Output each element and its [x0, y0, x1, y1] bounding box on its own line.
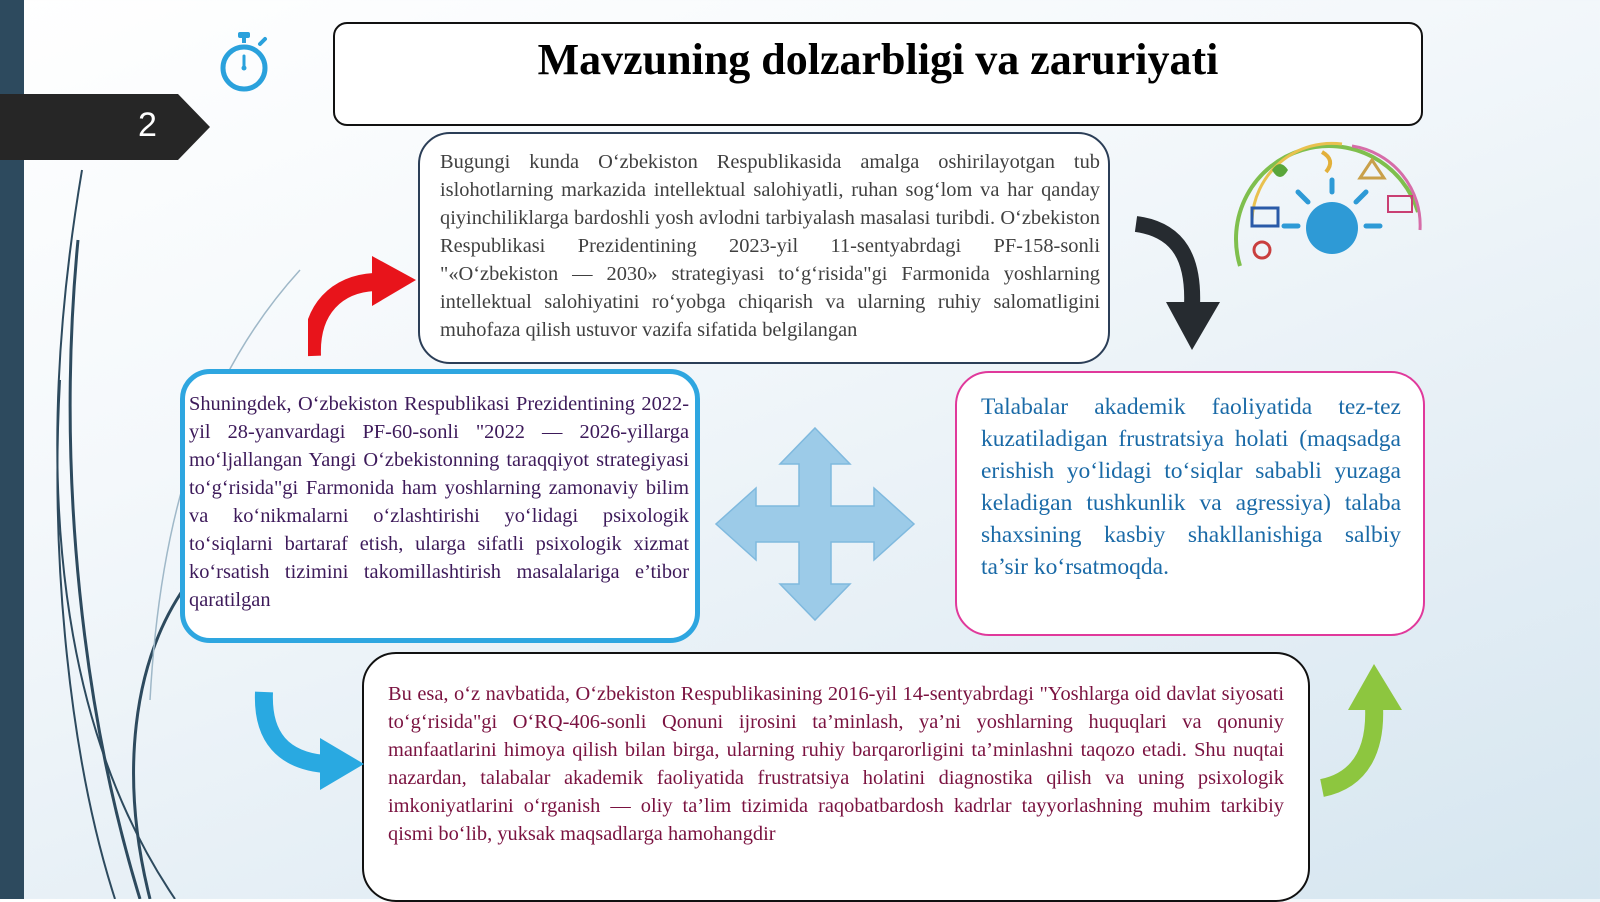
text-box-bottom — [362, 652, 1310, 902]
right-paragraph: Talabalar akademik faoliyatida tez-tez kuzatiladigan frustratsiya holati (maqsadga erishish yo‘lidagi to‘siqlar sababli yuzaga keladigan tushkunlik va agressiya) talaba shaxsining kasbiy shakllanishiga salbiy ta’sir ko‘rsatmoqda. — [981, 394, 1401, 580]
slide-number-badge — [0, 94, 210, 160]
dark-curved-arrow-icon — [1130, 216, 1230, 352]
slide-number: 2 — [138, 106, 157, 144]
four-way-arrow-icon — [714, 426, 916, 622]
text-box-left — [180, 369, 700, 643]
bottom-paragraph: Bu esa, o‘z navbatida, O‘zbekiston Respublikasining 2016-yil 14-sentyabrdagi "Yoshlarga oid davlat siyosati to‘g‘risida"gi O‘RQ-406-sonli Qonuni ijrosini ta’minlash, ya’ni yoshlarning huquqlari va qonuniy manfaatlarini himoya qilish bilan birga, ularning ruhiy barqarorligini ta’minlashni taqozo etadi. Shu nuqtai nazardan, talabalar akademik faoliyatida frustratsiya holatini diagnostika qilish va uning psixologik imkoniyatlarini o‘rganish — oliy ta’lim tizimida raqobatbardosh kadrlar tayyorlashning muhim tarkibiy qismi bo‘lib, yuksak maqsadlarga hamohangdir — [388, 683, 1284, 845]
top-paragraph: Bugungi kunda O‘zbekiston Respublikasida amalga oshirilayotgan tub islohotlarning markazida intellektual salohiyatli, ruhan sog‘lom va har qanday qiyinchiliklarga bardoshli yosh avlodni tarbiyalash masalasi turibdi. O‘zbekiston Respublikasi Prezidentining 2023-yil 11-sentyabrdagi PF-158-sonli "«O‘zbekiston — 2030» strategiyasi to‘g‘risida"gi Farmonida yoshlarning intellektual salohiyatini ro‘yobga chiqarish va ularning ruhiy salomatligini muhofaza qilish ustuvor vazifa sifatida belgilangan — [440, 151, 1100, 341]
text-box-top — [418, 132, 1110, 364]
education-collage-icon — [1232, 140, 1426, 280]
text-box-right — [955, 371, 1425, 636]
blue-curved-arrow-icon — [254, 688, 366, 792]
title-box — [333, 22, 1423, 126]
slide-title: Mavzuning dolzarbligi va zaruriyati — [537, 35, 1219, 84]
stopwatch-icon — [216, 30, 272, 96]
red-curved-arrow-icon — [308, 248, 420, 358]
left-paragraph: Shuningdek, O‘zbekiston Respublikasi Prezidentining 2022-yil 28-yanvardagi PF-60-sonli "2022 — 2026-yillarga mo‘ljallangan Yangi O‘zbekistonning taraqqiyot strategiyasi to‘g‘risida"gi Farmonida ham yoshlarning zamonaviy bilim va ko‘nikmalarni o‘zlashtirishi yo‘lidagi psixologik to‘siqlarni bartaraf etish, ularga sifatli psixologik xizmat ko‘rsatish tizimini takomillashtirish masalalariga e’tibor qaratilgan — [189, 393, 689, 611]
green-curved-arrow-icon — [1318, 662, 1408, 798]
